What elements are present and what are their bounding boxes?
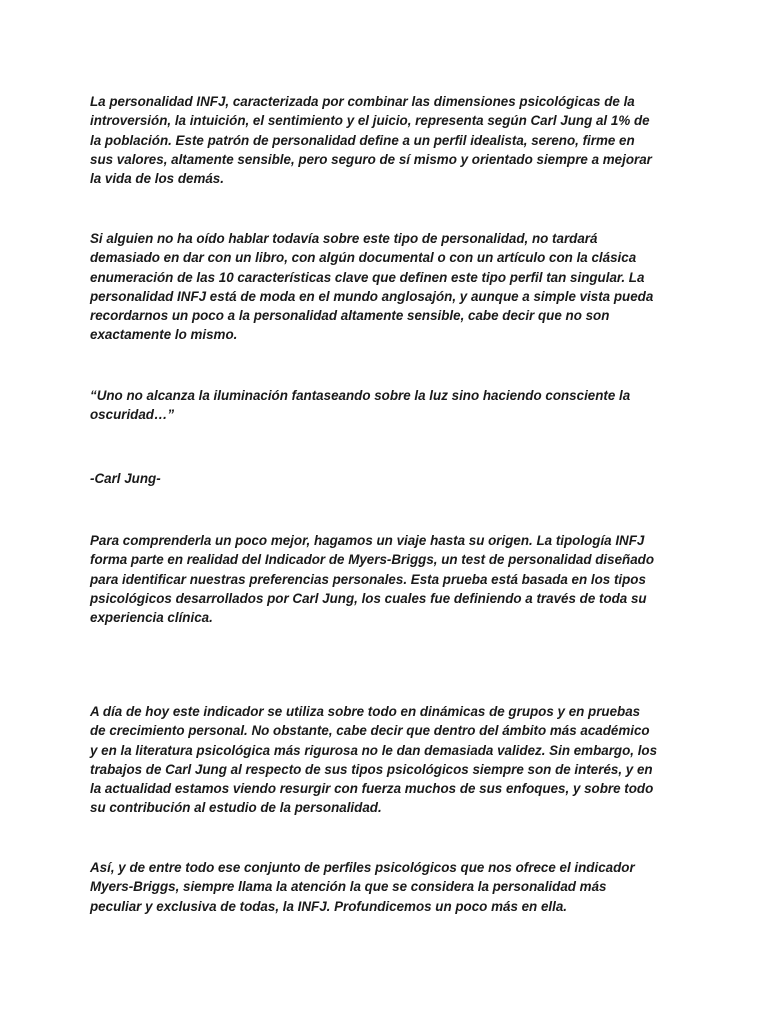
paragraph-popularity [90,229,690,345]
text-line: forma parte en realidad del Indicador de Myers-Briggs, un test de personalidad diseñado [90,552,655,568]
text-line: Myers-Briggs, siempre llama la atención la que se considera la personalidad más [90,879,607,895]
text-line: la población. Este patrón de personalidad define a un perfil idealista, sereno, firme en [90,132,635,148]
text-line: -Carl Jung- [90,471,161,486]
text-line: la actualidad estamos viendo resurgir con fuerza muchos de sus enfoques, y sobre todo [90,781,654,797]
paragraph-origin [90,531,690,627]
text-line: introversión, la intuición, el sentimiento y el juicio, representa según Carl Jung al 1% de [90,113,650,129]
quote [90,386,690,425]
text-line: peculiar y exclusiva de todas, la INFJ. Profundicemos un poco más en ella. [90,898,568,914]
text-line: de crecimiento personal. No obstante, cabe decir que dentro del ámbito más académico [90,723,650,739]
text-line: Si alguien no ha oído hablar todavía sobre este tipo de personalidad, no tardará [90,231,598,246]
text-line: oscuridad…” [90,407,175,423]
quote-attribution [90,469,690,488]
text-line: personalidad INFJ está de moda en el mundo anglosajón, y aunque a simple vista pueda [90,288,654,304]
paragraph-intro [90,92,690,188]
text-line: Así, y de entre todo ese conjunto de perfiles psicológicos que nos ofrece el indicador [90,860,635,875]
text-line: su contribución al estudio de la personalidad. [90,800,382,816]
text-line: trabajos de Carl Jung al respecto de sus tipos psicológicos siempre son de interés, y en [90,761,653,777]
text-line: enumeración de las 10 características clave que definen este tipo perfil tan singular. La [90,269,645,285]
text-line: para identificar nuestras preferencias personales. Esta prueba está basada en los tipos [90,571,646,587]
text-line: experiencia clínica. [90,610,213,626]
text-line: Para comprenderla un poco mejor, hagamos un viaje hasta su origen. La tipología INFJ [90,533,645,548]
paragraph-usage [90,702,690,818]
text-line: “Uno no alcanza la iluminación fantaseando sobre la luz sino haciendo consciente la [90,388,631,403]
text-line: sus valores, altamente sensible, pero seguro de sí mismo y orientado siempre a mejorar [90,151,652,167]
text-line: La personalidad INFJ, caracterizada por combinar las dimensiones psicológicas de la [90,94,635,109]
paragraph-conclusion [90,858,690,916]
text-line: exactamente lo mismo. [90,327,238,343]
text-line: recordarnos un poco a la personalidad altamente sensible, cabe decir que no son [90,308,610,324]
text-line: la vida de los demás. [90,171,224,187]
text-line: psicológicos desarrollados por Carl Jung, los cuales fue definiendo a través de toda su [90,590,647,606]
text-line: A día de hoy este indicador se utiliza sobre todo en dinámicas de grupos y en pruebas [90,704,641,719]
text-line: demasiado en dar con un libro, con algún documental o con un artículo con la clásica [90,250,637,266]
text-line: y en la literatura psicológica más rigurosa no le dan demasiada validez. Sin embargo, los [90,742,658,758]
